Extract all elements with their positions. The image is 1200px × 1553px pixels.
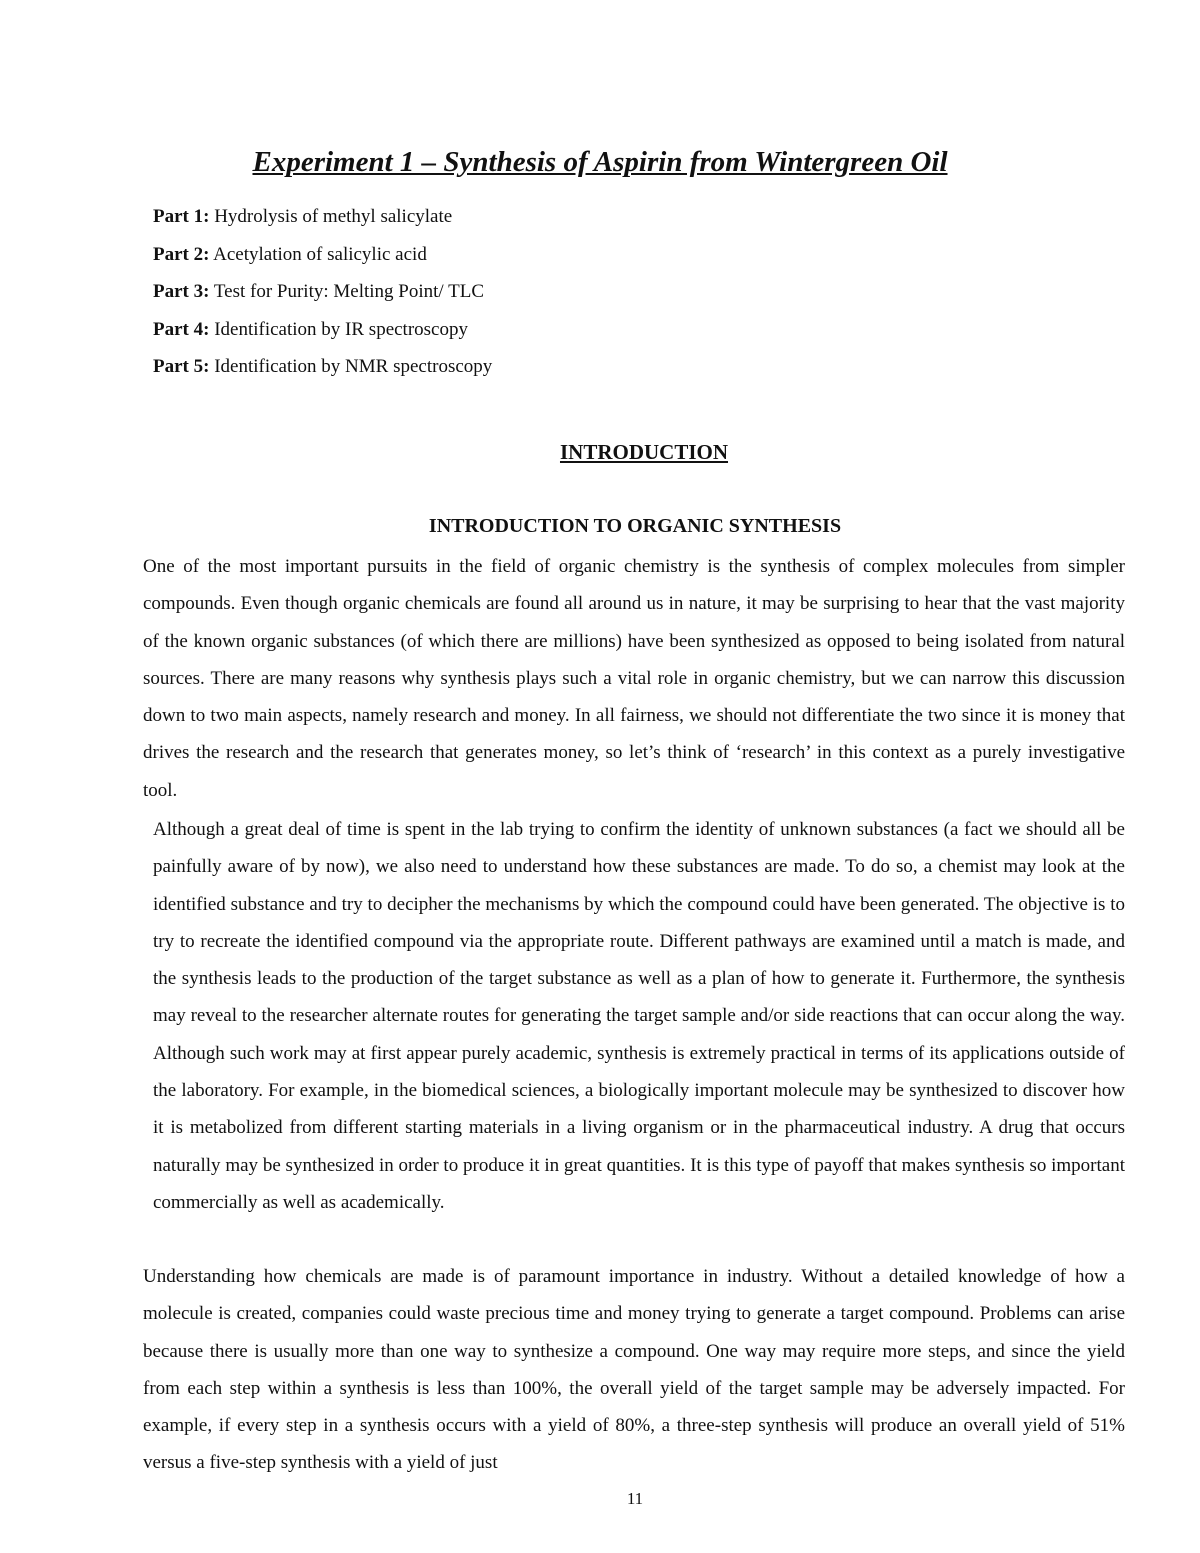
part-label: Part 1: <box>153 206 210 227</box>
section-heading: INTRODUCTION <box>559 440 729 464</box>
parts-list <box>153 198 492 386</box>
body-paragraph: One of the most important pursuits in the field of organic chemistry is the synthesis of complex molecules from simpler compounds. Even though organic chemicals are found all around us in nature, it may be surprising to hear that the vast majority of the known organic substances (of which there are millions) have been synthesized as opposed to being isolated from natural sources. There are many reasons why synthesis plays such a vital role in organic chemistry, but we can narrow this discussion down to two main aspects, namely research and money. In all fairness, we should not differentiate the two since it is money that drives the research and the research that generates money, so let’s think of ‘research’ in this context as a purely investigative tool. <box>143 556 1125 801</box>
part-text: Test for Purity: Melting Point/ TLC <box>209 281 484 302</box>
part-item <box>153 236 492 274</box>
part-label: Part 2: <box>153 243 210 265</box>
body-paragraph: Although a great deal of time is spent in the lab trying to confirm the identity of unknown substances (a fact we should all be painfully aware of by now), we also need to understand how these substances are made. To do so, a chemist may look at the identified substance and try to decipher the mechanisms by which the compound could have been generated. The objective is to try to recreate the identified compound via the appropriate route. Different pathways are examined until a match is made, and the synthesis leads to the production of the target substance as well as a plan of how to generate it. Furthermore, the synthesis may reveal to the researcher alternate routes for generating the target sample and/or side reactions that can occur along the way. Although such work may at first appear purely academic, synthesis is extremely practical in terms of its applications outside of the laboratory. For example, in the biomedical sciences, a biologically important molecule may be synthesized to discover how it is metabolized from different starting materials in a living organism or in the pharmaceutical industry. A drug that occurs naturally may be synthesized in order to produce it in great quantities. It is this type of payoff that makes synthesis so important commercially as well as academically. <box>153 819 1125 1213</box>
part-item <box>153 273 492 311</box>
sub-heading: INTRODUCTION TO ORGANIC SYNTHESIS <box>428 515 842 537</box>
part-item <box>153 198 492 236</box>
part-item <box>153 311 492 349</box>
part-text: Hydrolysis of methyl salicylate <box>209 206 453 227</box>
part-item <box>153 348 492 386</box>
part-label: Part 5: <box>153 356 210 377</box>
part-text: Identification by IR spectroscopy <box>209 318 468 340</box>
part-text: Identification by NMR spectroscopy <box>209 356 493 377</box>
part-label: Part 4: <box>153 318 210 340</box>
part-label: Part 3: <box>153 281 210 302</box>
part-text: Acetylation of salicylic acid <box>209 243 427 265</box>
experiment-title: Experiment 1 – Synthesis of Aspirin from Wintergreen Oil <box>252 146 948 178</box>
body-paragraph: Understanding how chemicals are made is of paramount importance in industry. Without a detailed knowledge of how a molecule is created, companies could waste precious time and money trying to generate a target compound. Problems can arise because there is usually more than one way to synthesize a compound. One way may require more steps, and since the yield from each step within a synthesis is less than 100%, the overall yield of the target sample may be adversely impacted. For example, if every step in a synthesis occurs with a yield of 80%, a three-step synthesis will produce an overall yield of 51% versus a five-step synthesis with a yield of just <box>143 1266 1125 1474</box>
page-number: 11 <box>626 1489 644 1508</box>
